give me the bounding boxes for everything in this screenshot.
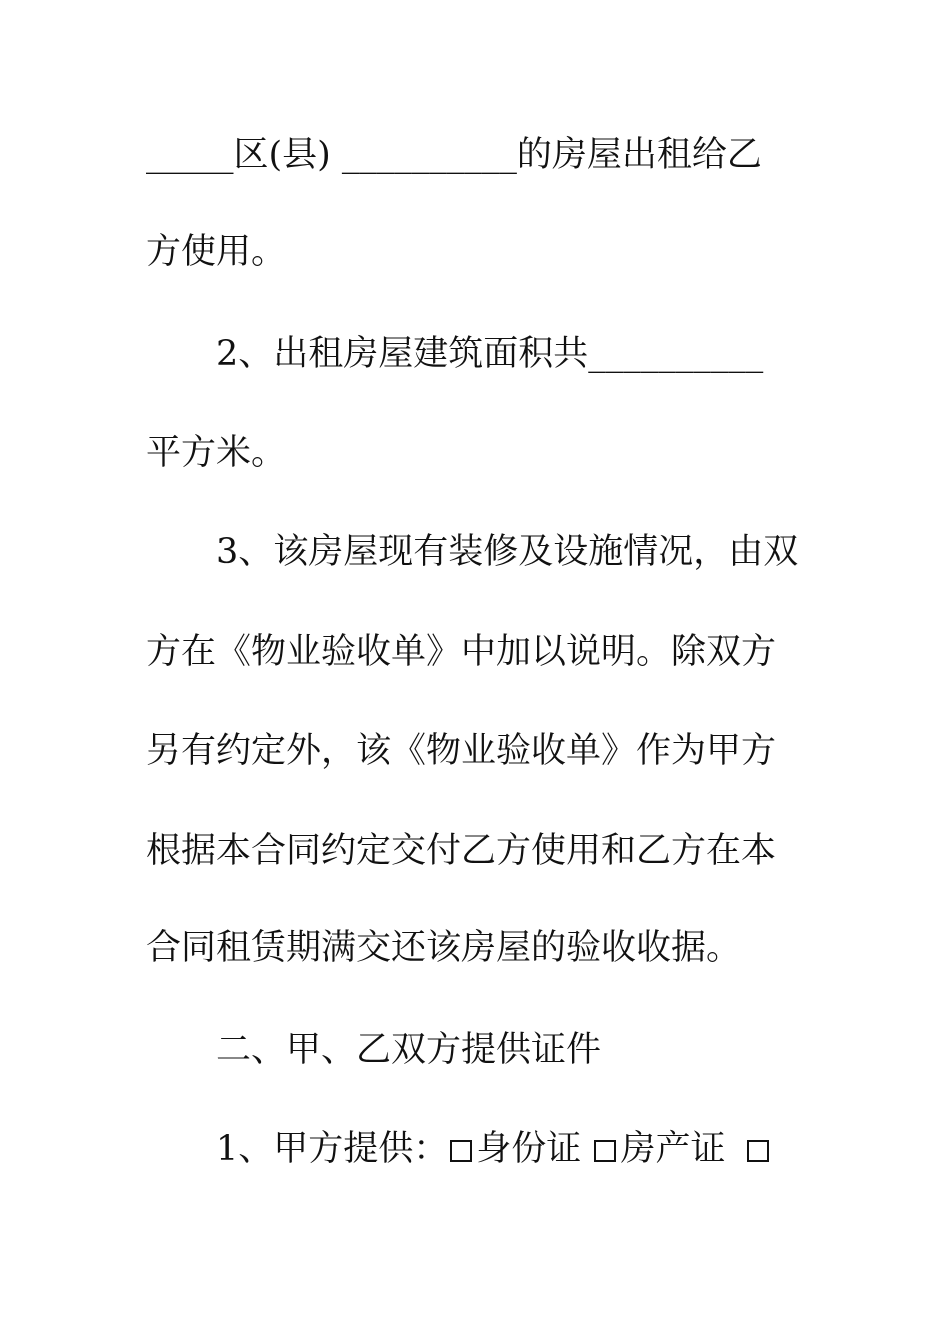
option-id-card-label: 身份证 (476, 1129, 582, 1169)
text-line-8: 根据本合同约定交付乙方使用和乙方在本 (146, 831, 777, 871)
provide-line (216, 1124, 916, 1174)
checkbox-id-card[interactable] (450, 1140, 472, 1162)
text-line-3: 2、出租房屋建筑面积共__________ (216, 334, 764, 374)
section-heading: 二、甲、乙双方提供证件 (216, 1030, 602, 1070)
text-line-9: 合同租赁期满交还该房屋的验收收据。 (146, 928, 742, 968)
option-property-certificate-label: 房产证 (620, 1129, 726, 1169)
provide-prefix: 1、甲方提供： (216, 1129, 449, 1169)
text-line-1: _____区(县) __________的房屋出租给乙 (146, 135, 762, 175)
checkbox-property-certificate[interactable] (594, 1140, 616, 1162)
checkbox-other[interactable] (747, 1140, 769, 1162)
text-line-4: 平方米。 (146, 433, 287, 473)
text-line-6: 方在《物业验收单》中加以说明。除双方 (146, 632, 777, 672)
text-line-7: 另有约定外，该《物业验收单》作为甲方 (146, 731, 777, 771)
text-line-5: 3、该房屋现有装修及设施情况，由双 (216, 532, 799, 572)
text-line-2: 方使用。 (146, 232, 287, 272)
